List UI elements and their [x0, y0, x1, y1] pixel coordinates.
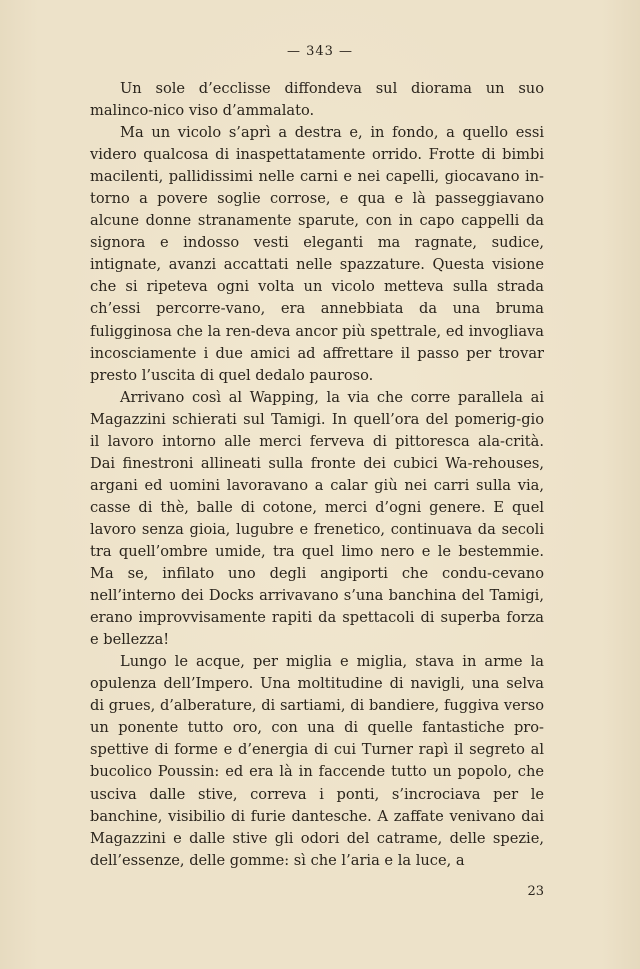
paragraph-2: Ma un vicolo s’aprì a destra e, in fondo, a quello essi videro qualcosa di inaspettatamente orrido. Frotte di bimbi macilenti, pallidissimi nelle carni e nei capelli, giocavano in-torno a povere soglie corrose, e qua e là passeggiavano alcune donne stranamente sparute, con in capo cappelli da signora e indosso vesti eleganti ma ragnate, sudice, intignate, avanzi accattati nelle spazzature. Questa visione che si ripeteva ogni volta un vicolo metteva sulla strada ch’essi percorre-vano, era annebbiata da una bruma fuligginosa che la ren-deva ancor più spettrale, ed invogliava incosciamente i due amici ad affrettare il passo per trovar presto l’uscita di quel dedalo pauroso.: [90, 124, 544, 384]
paragraph-4: Lungo le acque, per miglia e miglia, stava in arme la opulenza dell’Impero. Una moltitudine di navigli, una selva di grues, d’alberature, di sartiami, di bandiere, fuggiva verso un ponente tutto oro, con una di quelle fantastiche pro-spettive di forme e d’energia di cui Turner rapì il segreto al bucolico Poussin: ed era là in faccende tutto un popolo, che usciva dalle stive, correva i ponti, s’incrociava per le banchine, visibilio di furie dantesche. A zaffate venivano dai Magazzini e dalle stive gli odori del catrame, delle spezie, dell’essenze, delle gomme: sì che l’aria e la luce, a: [90, 653, 544, 869]
page-number: — 343 —: [286, 44, 354, 59]
body-text: [90, 78, 544, 872]
signature-mark: 23: [527, 884, 544, 899]
paragraph-3: Arrivano così al Wapping, la via che corre parallela ai Magazzini schierati sul Tamigi. In quell’ora del pomerig-gio il lavoro intorno alle merci ferveva di pittoresca ala-crità. Dai finestroni allineati sulla fronte dei cubici Wa-rehouses, argani ed uomini lavoravano a calar giù nei carri sulla via, casse di thè, balle di cotone, merci d’ogni genere. E quel lavoro senza gioia, lugubre e frenetico, continuava da secoli tra quell’ombre umide, tra quel limo nero e le bestemmie. Ma se, infilato uno degli angiporti che condu-cevano nell’interno dei Docks arrivavano s’una banchina del Tamigi, erano improvvisamente rapiti da spettacoli di superba forza e bellezza!: [90, 388, 544, 649]
paragraph-1: Un sole d’ecclisse diffondeva sul diorama un suo malinco-nico viso d’ammalato.: [90, 80, 544, 120]
